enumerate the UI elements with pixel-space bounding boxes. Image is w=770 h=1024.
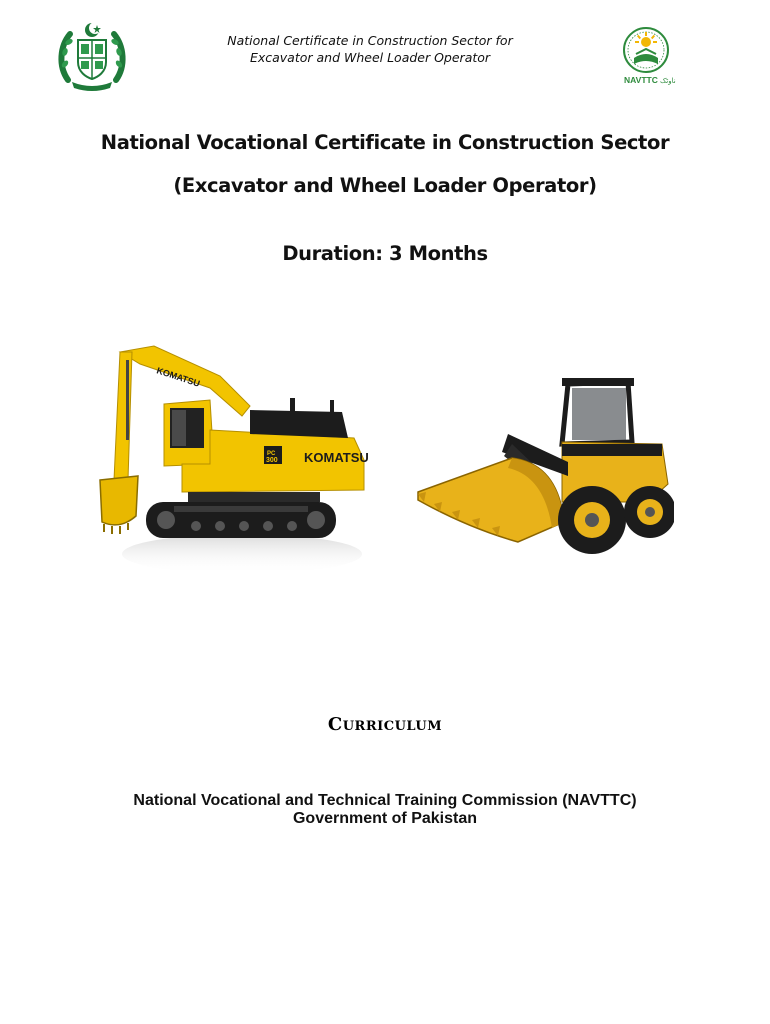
- excavator-image: [92, 340, 374, 580]
- svg-text:ناوٹک: ناوٹک: [660, 77, 676, 85]
- navttc-logo-icon: [612, 24, 680, 86]
- organization-government: Government of Pakistan: [292, 810, 478, 827]
- document-title-line-2: (Excavator and Wheel Loader Operator): [173, 174, 597, 197]
- boom-brand-text: KOMATSU: [155, 365, 202, 389]
- course-duration: Duration: 3 Months: [282, 242, 488, 265]
- body-brand-text: KOMATSU: [304, 450, 369, 465]
- svg-text:PC: PC: [267, 451, 276, 457]
- document-header: [170, 32, 570, 66]
- wheel-loader-image: [412, 372, 674, 564]
- pakistan-emblem-logo: [56, 20, 128, 92]
- document-title-line-1: National Vocational Certificate in Construction Sector: [100, 131, 670, 154]
- navttc-logo: [612, 24, 680, 86]
- curriculum-heading: Curriculum: [327, 714, 443, 735]
- header-line-1: National Certificate in Construction Sector for: [227, 33, 513, 48]
- header-line-2: Excavator and Wheel Loader Operator: [249, 50, 491, 65]
- svg-text:300: 300: [266, 457, 278, 464]
- navttc-logo-text: NAVTTC: [624, 75, 658, 85]
- organization-name: National Vocational and Technical Training Commission (NAVTTC): [133, 792, 637, 809]
- pakistan-emblem-icon: [56, 20, 128, 92]
